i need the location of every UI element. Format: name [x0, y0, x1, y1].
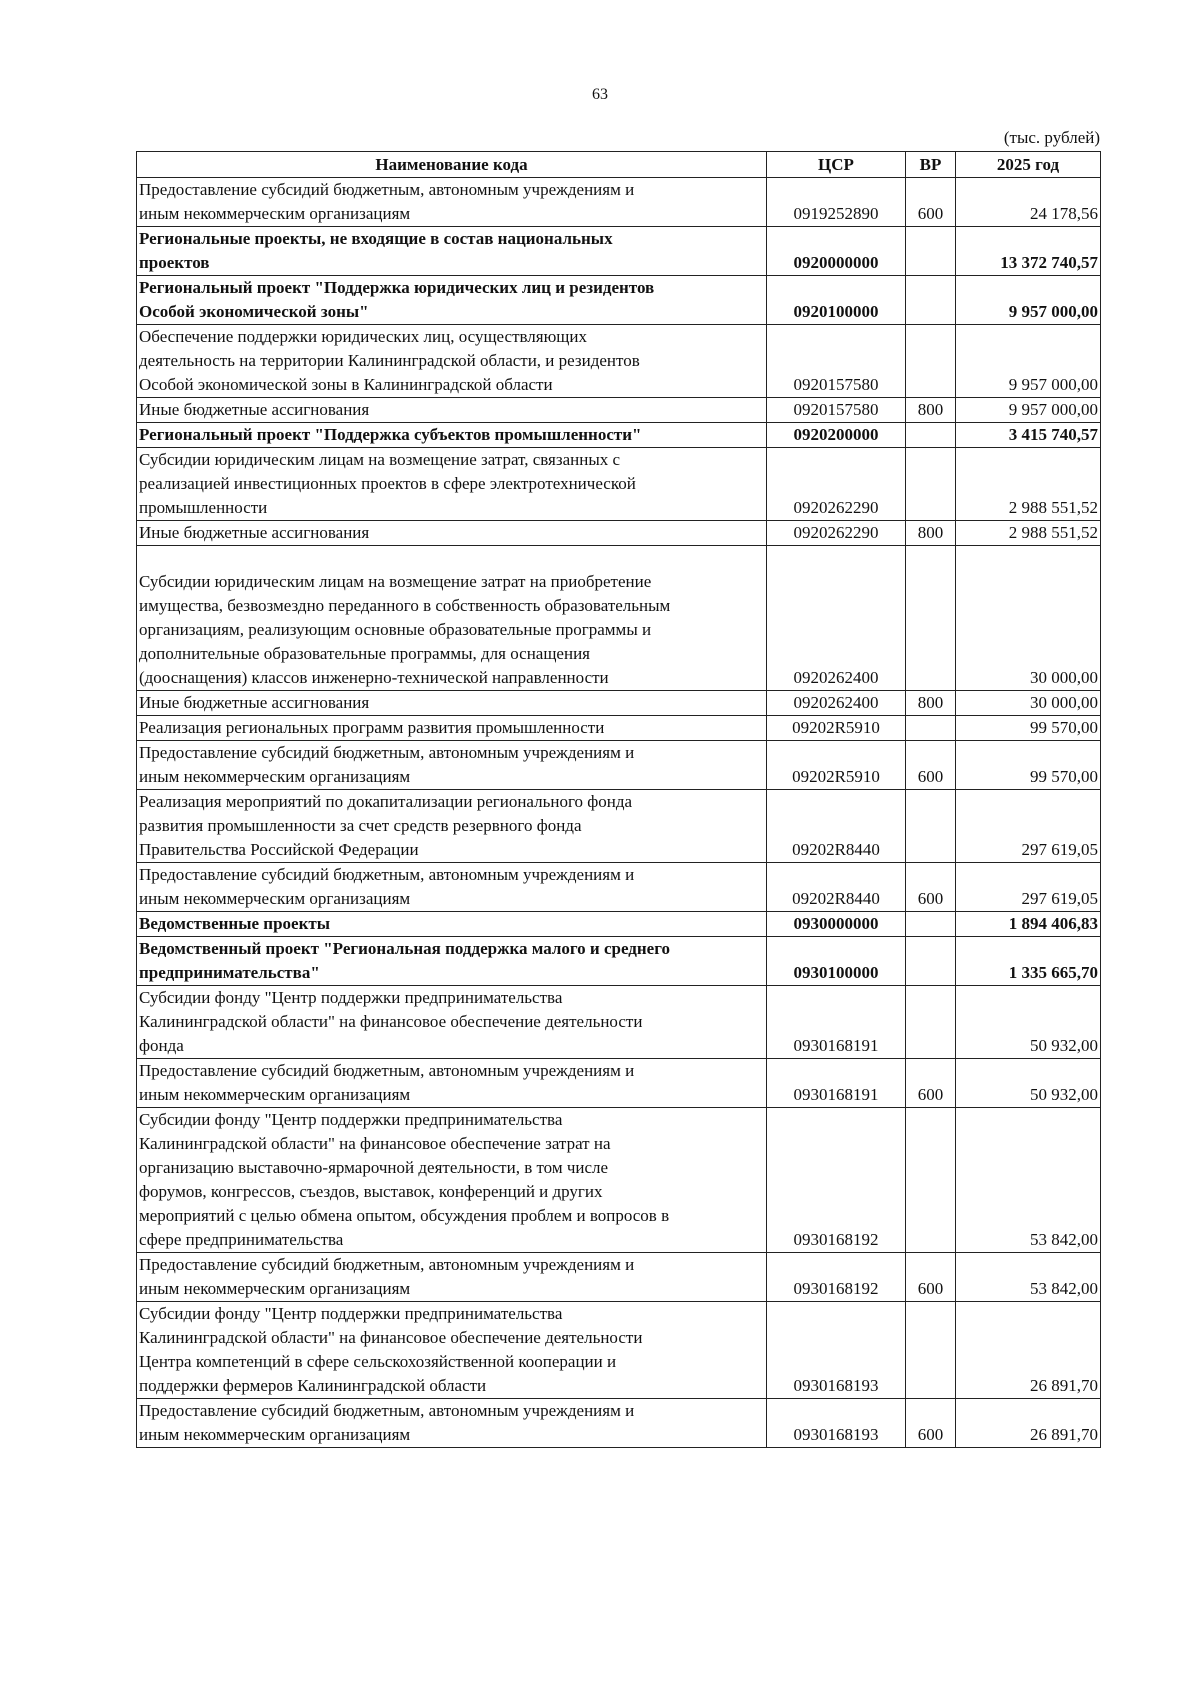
- row-csr-cell: 0920200000: [767, 423, 906, 448]
- row-csr-cell: 0919252890: [767, 178, 906, 227]
- row-sum-cell: 99 570,00: [956, 716, 1101, 741]
- table-row: [137, 691, 1101, 716]
- row-sum-cell: 9 957 000,00: [956, 325, 1101, 398]
- row-name-cell: Субсидии фонду "Центр поддержки предпринимательства Калининградской области" на финансовое обеспечение затрат на организацию выставочно-ярмарочной деятельности, в том числе форумов, конгрессов, съездов, выставок, конференций и других мероприятий с целью обмена опытом, обсуждения проблем и вопросов в сфере предпринимательства: [137, 1108, 767, 1253]
- row-name-cell: Региональные проекты, не входящие в состав национальных проектов: [137, 227, 767, 276]
- row-sum-cell: 9 957 000,00: [956, 398, 1101, 423]
- row-vr-cell: [906, 912, 956, 937]
- table-row: [137, 423, 1101, 448]
- table-row: [137, 178, 1101, 227]
- row-csr-cell: 09202R8440: [767, 863, 906, 912]
- row-name-cell: Субсидии фонду "Центр поддержки предпринимательства Калининградской области" на финансовое обеспечение деятельности фонда: [137, 986, 767, 1059]
- table-row: [137, 1399, 1101, 1448]
- row-name-cell: Иные бюджетные ассигнования: [137, 521, 767, 546]
- table-row: [137, 546, 1101, 691]
- table-row: [137, 448, 1101, 521]
- header-csr: ЦСР: [767, 152, 906, 178]
- row-vr-cell: [906, 937, 956, 986]
- row-sum-cell: 30 000,00: [956, 691, 1101, 716]
- row-name-cell: Ведомственный проект "Региональная поддержка малого и среднего предпринимательства": [137, 937, 767, 986]
- row-vr-cell: 800: [906, 521, 956, 546]
- table-header-row: [137, 152, 1101, 178]
- row-csr-cell: 0930168192: [767, 1108, 906, 1253]
- table-row: [137, 741, 1101, 790]
- row-sum-cell: 1 894 406,83: [956, 912, 1101, 937]
- row-name-cell: Предоставление субсидий бюджетным, автономным учреждениям и иным некоммерческим организациям: [137, 1399, 767, 1448]
- row-vr-cell: 600: [906, 1253, 956, 1302]
- row-vr-cell: [906, 790, 956, 863]
- row-csr-cell: 09202R5910: [767, 741, 906, 790]
- row-csr-cell: 0920000000: [767, 227, 906, 276]
- row-sum-cell: 26 891,70: [956, 1302, 1101, 1399]
- row-vr-cell: 800: [906, 398, 956, 423]
- row-vr-cell: 600: [906, 178, 956, 227]
- table-row: [137, 227, 1101, 276]
- row-vr-cell: 800: [906, 691, 956, 716]
- row-csr-cell: 0920262400: [767, 546, 906, 691]
- row-vr-cell: [906, 716, 956, 741]
- table-row: [137, 937, 1101, 986]
- units-label: (тыс. рублей): [1003, 128, 1100, 147]
- row-csr-cell: 0920157580: [767, 325, 906, 398]
- row-name-cell: Предоставление субсидий бюджетным, автономным учреждениям и иным некоммерческим организациям: [137, 1059, 767, 1108]
- row-name-cell: Иные бюджетные ассигнования: [137, 691, 767, 716]
- row-vr-cell: 600: [906, 1399, 956, 1448]
- row-csr-cell: 0920262290: [767, 521, 906, 546]
- row-name-cell: Предоставление субсидий бюджетным, автономным учреждениям и иным некоммерческим организациям: [137, 178, 767, 227]
- row-vr-cell: [906, 227, 956, 276]
- row-vr-cell: 600: [906, 1059, 956, 1108]
- row-name-cell: Реализация мероприятий по докапитализации регионального фонда развития промышленности за счет средств резервного фонда Правительства Российской Федерации: [137, 790, 767, 863]
- row-name-cell: Иные бюджетные ассигнования: [137, 398, 767, 423]
- table-row: [137, 1108, 1101, 1253]
- table-row: [137, 325, 1101, 398]
- table-row: [137, 1253, 1101, 1302]
- row-csr-cell: 09202R5910: [767, 716, 906, 741]
- table-row: [137, 863, 1101, 912]
- table-row: [137, 912, 1101, 937]
- row-name-cell: Региональный проект "Поддержка юридических лиц и резидентов Особой экономической зоны": [137, 276, 767, 325]
- row-sum-cell: 99 570,00: [956, 741, 1101, 790]
- row-csr-cell: 0930100000: [767, 937, 906, 986]
- table-row: [137, 790, 1101, 863]
- row-sum-cell: 26 891,70: [956, 1399, 1101, 1448]
- row-sum-cell: 24 178,56: [956, 178, 1101, 227]
- row-sum-cell: 50 932,00: [956, 986, 1101, 1059]
- row-csr-cell: 0930168191: [767, 1059, 906, 1108]
- table-body: [137, 178, 1101, 1448]
- row-sum-cell: 297 619,05: [956, 790, 1101, 863]
- row-sum-cell: 53 842,00: [956, 1108, 1101, 1253]
- table-row: [137, 986, 1101, 1059]
- table-row: [137, 1059, 1101, 1108]
- row-name-cell: Предоставление субсидий бюджетным, автономным учреждениям и иным некоммерческим организациям: [137, 863, 767, 912]
- row-csr-cell: 0920262290: [767, 448, 906, 521]
- row-csr-cell: 0920157580: [767, 398, 906, 423]
- page-number: 63: [592, 86, 608, 103]
- row-name-cell: Предоставление субсидий бюджетным, автономным учреждениям и иным некоммерческим организациям: [137, 741, 767, 790]
- table-row: [137, 1302, 1101, 1399]
- row-csr-cell: 0930168192: [767, 1253, 906, 1302]
- row-vr-cell: [906, 423, 956, 448]
- row-name-cell: Ведомственные проекты: [137, 912, 767, 937]
- header-name: Наименование кода: [137, 152, 767, 178]
- row-csr-cell: 0930168193: [767, 1399, 906, 1448]
- budget-table: [136, 151, 1101, 1448]
- row-vr-cell: [906, 546, 956, 691]
- row-name-cell: Предоставление субсидий бюджетным, автономным учреждениям и иным некоммерческим организациям: [137, 1253, 767, 1302]
- row-sum-cell: 53 842,00: [956, 1253, 1101, 1302]
- row-csr-cell: 0930168191: [767, 986, 906, 1059]
- row-vr-cell: [906, 276, 956, 325]
- row-sum-cell: 50 932,00: [956, 1059, 1101, 1108]
- row-csr-cell: 0930168193: [767, 1302, 906, 1399]
- table-row: [137, 276, 1101, 325]
- row-sum-cell: 2 988 551,52: [956, 448, 1101, 521]
- row-sum-cell: 2 988 551,52: [956, 521, 1101, 546]
- row-vr-cell: [906, 325, 956, 398]
- row-csr-cell: 09202R8440: [767, 790, 906, 863]
- row-name-cell: Субсидии юридическим лицам на возмещение затрат на приобретение имущества, безвозмездно переданного в собственность образовательным организациям, реализующим основные образовательные программы и дополнительные образовательные программы, для оснащения (дооснащения) классов инженерно-технической направленности: [137, 546, 767, 691]
- header-vr: ВР: [906, 152, 956, 178]
- row-vr-cell: [906, 1108, 956, 1253]
- row-sum-cell: 3 415 740,57: [956, 423, 1101, 448]
- row-sum-cell: 1 335 665,70: [956, 937, 1101, 986]
- row-csr-cell: 0930000000: [767, 912, 906, 937]
- row-sum-cell: 13 372 740,57: [956, 227, 1101, 276]
- row-name-cell: Субсидии юридическим лицам на возмещение затрат, связанных с реализацией инвестиционных проектов в сфере электротехнической промышленности: [137, 448, 767, 521]
- table-row: [137, 521, 1101, 546]
- row-vr-cell: [906, 448, 956, 521]
- row-vr-cell: 600: [906, 741, 956, 790]
- row-vr-cell: [906, 986, 956, 1059]
- row-name-cell: Обеспечение поддержки юридических лиц, осуществляющих деятельность на территории Калининградской области, и резидентов Особой экономической зоны в Калининградской области: [137, 325, 767, 398]
- row-name-cell: Реализация региональных программ развития промышленности: [137, 716, 767, 741]
- header-sum: 2025 год: [956, 152, 1101, 178]
- table-row: [137, 716, 1101, 741]
- row-name-cell: Региональный проект "Поддержка субъектов промышленности": [137, 423, 767, 448]
- table-row: [137, 398, 1101, 423]
- row-sum-cell: 30 000,00: [956, 546, 1101, 691]
- row-vr-cell: 600: [906, 863, 956, 912]
- row-sum-cell: 297 619,05: [956, 863, 1101, 912]
- row-csr-cell: 0920100000: [767, 276, 906, 325]
- row-vr-cell: [906, 1302, 956, 1399]
- row-name-cell: Субсидии фонду "Центр поддержки предпринимательства Калининградской области" на финансовое обеспечение деятельности Центра компетенций в сфере сельскохозяйственной кооперации и поддержки фермеров Калининградской области: [137, 1302, 767, 1399]
- row-sum-cell: 9 957 000,00: [956, 276, 1101, 325]
- row-csr-cell: 0920262400: [767, 691, 906, 716]
